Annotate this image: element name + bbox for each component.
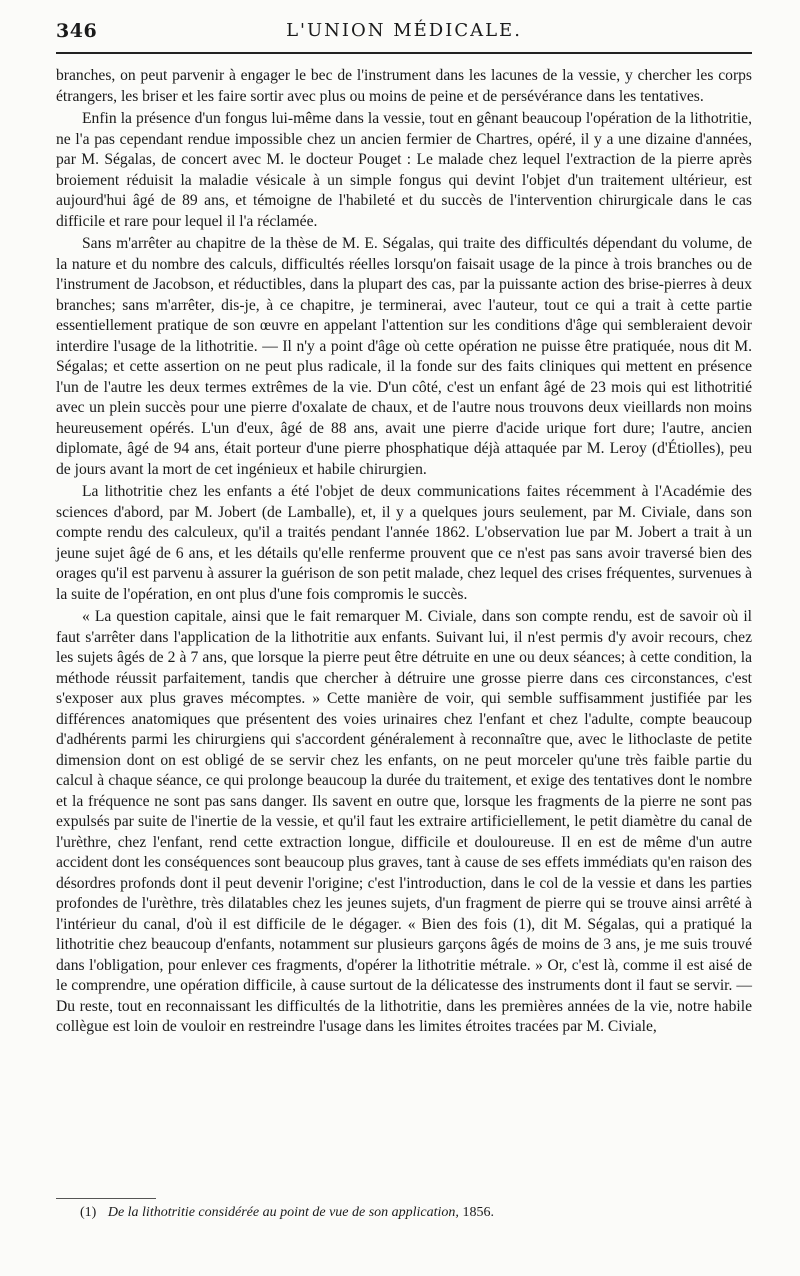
paragraph: Sans m'arrêter au chapitre de la thèse de M. E. Ségalas, qui traite des difficultés dépendant du volume, de la nature et du nombre des calculs, difficultés réelles lorsqu'on faisait usage de la pince à trois branches ou de l'instrument de Jacobson, et réductibles, dans la plupart des cas, par la puissante action des brise-pierres à deux branches; sans m'arrêter, dis-je, à ce chapitre, je terminerai, avec l'auteur, tout ce qui a trait à cette partie essentiellement pratique de son œuvre en appelant l'attention sur les conditions d'âge qui sembleraient devoir interdire l'usage de la lithotritie. — Il n'y a point d'âge où cette opération ne puisse être pratiquée, nous dit M. Ségalas; et cette assertion on ne peut plus radicale, il la fonde sur des faits cliniques qui mettent en présence l'un de l'autre les deux termes extrêmes de la vie. D'un côté, c'est un enfant âgé de 23 mois qui est lithotritié avec un plein succès pour une pierre d'oxalate de chaux, et de l'autre nous trouvons deux vieillards non moins heureusement opérés. L'un d'eux, âgé de 88 ans, avait une pierre d'acide urique fort dure; l'autre, ancien diplomate, âgé de 94 ans, était porteur d'une pierre phosphatique déjà attaquée par M. Leroy (d'Étiolles), peu de jours avant la mort de cet ingénieux et habile chirurgien. (56, 235, 752, 478)
paragraph: branches, on peut parvenir à engager le bec de l'instrument dans les lacunes de la vessie, y chercher les corps étrangers, les briser et les faire sortir avec plus ou moins de peine et de persévérance dans les tentatives. (56, 67, 752, 105)
footnote-title: De la lithotritie considérée au point de vue de son application, (107, 1205, 459, 1220)
footnote-year: 1856. (462, 1205, 494, 1220)
footnote (80, 1204, 752, 1222)
footnote-marker: (1) (80, 1205, 97, 1220)
paragraph: La lithotritie chez les enfants a été l'objet de deux communications faites récemment à l'Académie des sciences d'abord, par M. Jobert (de Lamballe), et, il y a quelques jours seulement, par M. Civiale, dans son compte rendu des calculeux, qu'il a traités pendant l'année 1862. L'observation lue par M. Jobert a trait à un jeune sujet âgé de 6 ans, et les détails qu'elle renferme prouvent que ce n'est pas sans avoir traversé bien des orages qu'il est parvenu à assurer la guérison de son petit malade, chez lequel des crises fréquentes, survenues à la suite de l'opération, en ont plus d'une fois compromis le succès. (56, 483, 752, 603)
page-number: 346 (56, 20, 98, 42)
page-header (56, 14, 752, 48)
footnote-rule (56, 1198, 156, 1199)
paragraph: « La question capitale, ainsi que le fait remarquer M. Civiale, dans son compte rendu, est de savoir où il faut s'arrêter dans l'application de la lithotritie aux enfants. Suivant lui, il n'est permis d'y avoir recours, chez les sujets âgés de 2 à 7 ans, que lorsque la pierre peut être détruite en une ou deux séances; à cette condition, la méthode réussit parfaitement, tandis que chercher à détruire une grosse pierre dans ces circonstances, c'est s'exposer aux plus graves mécomptes. » Cette manière de voir, qui semble suffisamment justifiée par les différences anatomiques que présentent des voies urinaires chez l'enfant et chez l'adulte, compte beaucoup d'adhérents parmi les chirurgiens qui s'accordent généralement à reconnaître que, avec le lithoclaste de petite dimension dont on est obligé de se servir chez les enfants, on ne peut morceler qu'une très faible partie du calcul à chaque séance, ce qui prolonge beaucoup la durée du traitement, et exige des tentatives dont le nombre et la fréquence ne sont pas sans danger. Ils savent en outre que, lorsque les fragments de la pierre ne sont pas expulsés par suite de l'inertie de la vessie, et qu'il faut les extraire artificiellement, le petit diamètre du canal de l'urèthre, chez l'enfant, rend cette extraction longue, difficile et douloureuse. Il en est de même d'un autre accident dont les conséquences sont beaucoup plus graves, tant à cause de ses effets immédiats qu'en raison des désordres profonds dont il peut devenir l'origine; c'est l'introduction, dans le col de la vessie et dans les parties profondes de l'urèthre, très dilatables chez les jeunes sujets, d'un fragment de pierre qui se trouve ainsi arrêté à l'intérieur du canal, d'où il est difficile de le dégager. « Bien des fois (1), dit M. Ségalas, qui a pratiqué la lithotritie chez beaucoup d'enfants, notamment sur plusieurs garçons âgés de moins de 3 ans, je me suis trouvé dans l'obligation, pour enlever ces fragments, d'opérer la lithotritie métrale. » Or, c'est là, comme il est aisé de le comprendre, une opération difficile, à cause surtout de la délicatesse des instruments dont il faut se servir. — Du reste, tout en reconnaissant les difficultés de la lithotritie, dans les premières années de la vie, notre habile collègue est loin de vouloir en restreindre l'usage dans les limites étroites tracées par M. Civiale, (56, 608, 752, 1035)
paragraph: Enfin la présence d'un fongus lui-même dans la vessie, tout en gênant beaucoup l'opération de la lithotritie, ne l'a pas cependant rendue impossible chez un ancien fermier de Chartres, opéré, il y a une dizaine d'années, par M. Ségalas, de concert avec M. le docteur Pouget : Le malade chez lequel l'extraction de la pierre après broiement réduisit la maladie vésicale à un simple fongus qui devint l'objet d'un traitement ultérieur, est aujourd'hui âgé de 89 ans, et témoigne de l'habileté et du succès de l'intervention chirurgicale dans le cas difficile et rare pour lequel il l'a réclamée. (56, 110, 752, 230)
header-rule (56, 52, 752, 54)
running-title: L'UNION MÉDICALE. (286, 20, 522, 41)
body-text (56, 66, 752, 1040)
